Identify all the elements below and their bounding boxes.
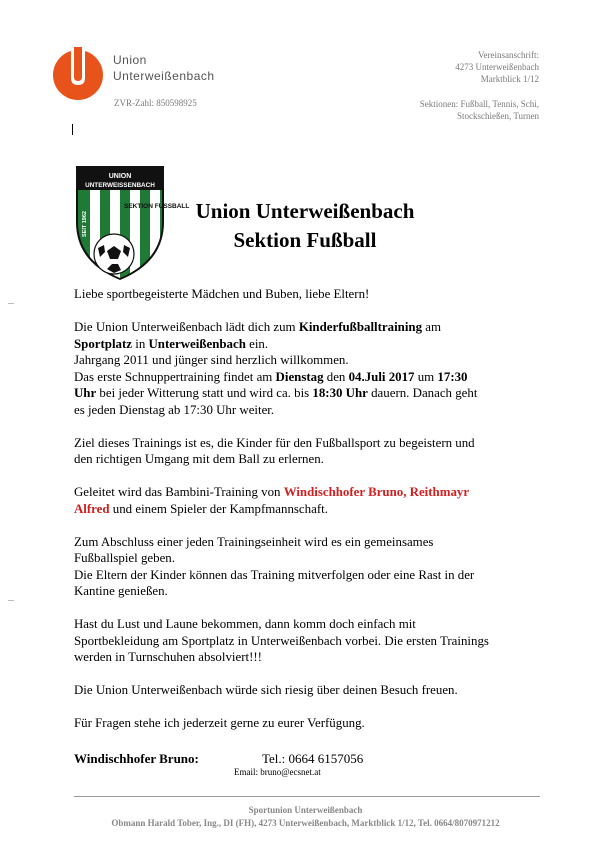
text-span: Ziel dieses Trainings ist es, die Kinder für den Fußballsport zu begeistern und — [74, 435, 475, 450]
greeting: Liebe sportbegeisterte Mädchen und Buben, liebe Eltern! — [74, 287, 370, 301]
paragraph-coaches — [74, 484, 544, 517]
address-line: Marktblick 1/12 — [480, 74, 539, 84]
address-line: 4273 Unterweißenbach — [455, 62, 539, 72]
crest-stripe-text: SEKTION FUSSBALL — [124, 203, 190, 210]
org-name-line2: Unterweißenbach — [113, 69, 215, 83]
contact-phone: Tel.: 0664 6157056 — [262, 751, 364, 766]
sections-line: Sektionen: Fußball, Tennis, Schi, — [419, 99, 539, 109]
text-span: Die Union Unterweißenbach lädt dich zum — [74, 320, 299, 334]
coach-names: Windischhofer Bruno, Reithmayr — [283, 485, 470, 499]
page-heading — [170, 197, 440, 255]
zvr-number: ZVR-Zahl: 850598925 — [114, 98, 197, 108]
text-cursor — [72, 124, 73, 135]
text-span: Das erste Schnuppertraining findet am — [74, 369, 276, 384]
union-logo-icon — [52, 47, 104, 101]
crest-top-text: UNION — [108, 173, 132, 180]
letter-body — [74, 286, 544, 732]
text-span: Fußballspiel geben. — [74, 551, 175, 565]
fold-mark — [8, 600, 14, 601]
emphasis-uhr: Uhr — [74, 386, 97, 400]
heading-line2: Sektion Fußball — [233, 228, 377, 252]
fold-mark — [8, 303, 14, 304]
contact-name: Windischhofer Bruno: — [74, 751, 199, 766]
text-span: Sportbekleidung am Sportplatz in Unterweißenbach vorbei. Die ersten Trainings — [74, 633, 489, 648]
footer-contact-line: Obmann Harald Tober, Ing., DI (FH), 4273 Unterweißenbach, Marktblick 1/12, Tel. 0664/8070971212 — [111, 818, 500, 828]
text-span: Geleitet wird das Bambini-Training von — [74, 485, 284, 499]
paragraph-invitation — [74, 319, 544, 418]
crest-band-text: UNTERWEISSENBACH — [85, 182, 155, 189]
org-name-line1: Union — [113, 53, 147, 67]
emphasis-start-time: 17:30 — [437, 369, 468, 384]
text-span: bei jeder Witterung statt und wird ca. bis — [96, 386, 313, 400]
heading-line1: Union Unterweißenbach — [195, 199, 415, 223]
text-span: um — [414, 369, 438, 384]
text-span: es jeden Dienstag ab 17:30 Uhr weiter. — [74, 402, 275, 417]
paragraph-closing-game — [74, 534, 544, 600]
crest-left-text: SEIT 1962 — [82, 211, 88, 237]
football-icon — [94, 234, 134, 274]
address-line: Vereinsanschrift: — [478, 50, 539, 60]
emphasis-end-time: 18:30 Uhr — [312, 386, 368, 400]
text-span: ein. — [245, 336, 269, 351]
paragraph-welcome: Die Union Unterweißenbach würde sich riesig über deinen Besuch freuen. — [74, 683, 458, 697]
sections-line: Stockschießen, Turnen — [457, 111, 539, 121]
text-span: am — [422, 320, 442, 334]
text-span: den richtigen Umgang mit dem Ball zu erlernen. — [74, 452, 324, 466]
paragraph-invite-clothing — [74, 616, 544, 666]
text-span: Hast du Lust und Laune bekommen, dann komm doch einfach mit — [74, 617, 416, 631]
text-span: den — [323, 369, 349, 384]
address-block — [455, 49, 539, 85]
paragraph-goal — [74, 435, 544, 468]
contact-email: Email: bruno@ecsnet.at — [234, 767, 321, 777]
text-span: und einem Spieler der Kampfmannschaft. — [109, 501, 328, 516]
emphasis-sportplatz: Sportplatz — [74, 336, 133, 351]
text-span: Die Eltern der Kinder können das Training mitverfolgen oder eine Rast in der — [74, 567, 475, 582]
paragraph-questions: Für Fragen stehe ich jederzeit gerne zu eurer Verfügung. — [74, 716, 365, 730]
sections-block — [420, 98, 539, 122]
text-span: Kantine genießen. — [74, 584, 168, 598]
emphasis-date: 04.Juli 2017 — [348, 369, 415, 384]
emphasis-day: Dienstag — [275, 369, 324, 384]
text-span: in — [132, 336, 149, 351]
coach-name-alfred: Alfred — [74, 501, 110, 516]
footer-org-name: Sportunion Unterweißenbach — [248, 805, 363, 815]
text-span: dauern. Danach geht — [367, 386, 478, 400]
emphasis-location: Unterweißenbach — [148, 336, 246, 351]
club-crest-icon — [74, 160, 190, 280]
emphasis-training: Kinderfußballtraining — [298, 320, 423, 334]
text-span: werden in Turnschuhen absolviert!!! — [74, 650, 262, 664]
footer-divider — [74, 796, 540, 797]
text-span: Jahrgang 2011 und jünger sind herzlich willkommen. — [74, 353, 349, 367]
text-span: Zum Abschluss einer jeden Trainingseinheit wird es ein gemeinsames — [74, 534, 434, 549]
